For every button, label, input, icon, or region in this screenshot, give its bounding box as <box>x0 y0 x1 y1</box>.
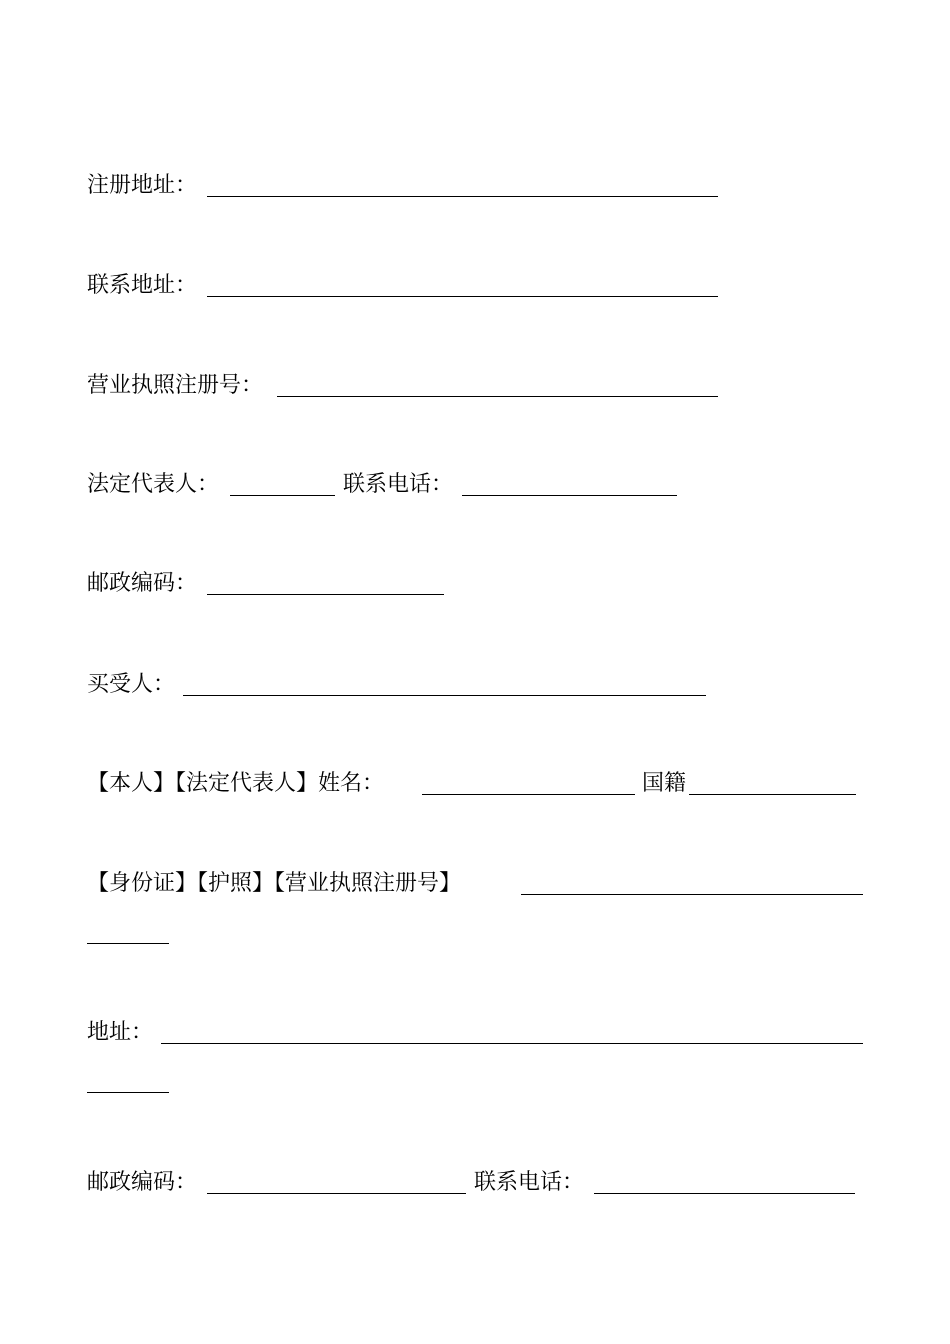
business-license-blank[interactable] <box>277 366 718 397</box>
legal-rep-phone-blank[interactable] <box>462 465 677 496</box>
postcode-phone-row <box>87 1163 863 1203</box>
legal-rep-label: 法定代表人： <box>87 472 220 497</box>
address-label: 地址： <box>87 1020 154 1045</box>
registered-address-label: 注册地址： <box>87 173 198 198</box>
address-row <box>87 1013 867 1053</box>
nationality-label: 国籍 <box>642 771 687 796</box>
legal-rep-row <box>87 465 687 505</box>
postcode-label: 邮政编码： <box>87 571 198 596</box>
business-license-row <box>87 366 727 406</box>
contact-address-label: 联系地址： <box>87 273 198 298</box>
phone2-label: 联系电话： <box>474 1170 585 1195</box>
address-continuation-blank[interactable] <box>87 1062 169 1093</box>
identity-row <box>87 764 863 804</box>
phone2-blank[interactable] <box>594 1163 855 1194</box>
id-number-continuation-row <box>87 913 177 953</box>
address-blank[interactable] <box>161 1013 863 1044</box>
id-type-row <box>87 864 867 904</box>
contact-address-blank[interactable] <box>207 266 718 297</box>
postcode-row <box>87 564 457 604</box>
buyer-label: 买受人： <box>87 672 176 697</box>
postcode2-blank[interactable] <box>207 1163 466 1194</box>
postcode2-label: 邮政编码： <box>87 1170 198 1195</box>
buyer-blank[interactable] <box>183 665 706 696</box>
identity-prefix-label: 【本人】【法定代表人】姓名： <box>87 771 385 796</box>
address-continuation-row <box>87 1062 177 1102</box>
buyer-row <box>87 665 717 705</box>
registered-address-row <box>87 166 727 206</box>
nationality-blank[interactable] <box>689 764 856 795</box>
id-number-continuation-blank[interactable] <box>87 913 169 944</box>
registered-address-blank[interactable] <box>207 166 718 197</box>
name-blank[interactable] <box>422 764 635 795</box>
id-type-label: 【身份证】【护照】【营业执照注册号】 <box>87 871 462 896</box>
legal-rep-phone-label: 联系电话： <box>343 472 454 497</box>
postcode-blank[interactable] <box>207 564 444 595</box>
id-number-blank[interactable] <box>521 864 863 895</box>
business-license-label: 营业执照注册号： <box>87 373 264 398</box>
legal-rep-blank[interactable] <box>230 465 335 496</box>
contact-address-row <box>87 266 727 306</box>
